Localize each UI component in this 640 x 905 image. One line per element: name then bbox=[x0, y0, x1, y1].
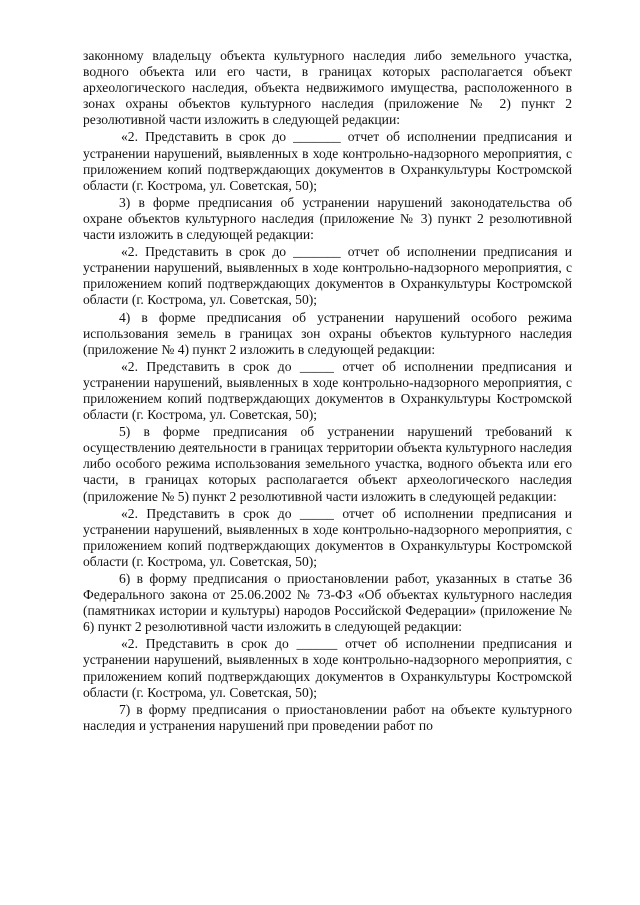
quoted-clause-appendix-5: «2. Представить в срок до _____ отчет об исполнении предписания и устранении нарушений, выявленных в ходе контрольно-надзорного мероприятия, с приложением копий подтверждающих документов в Охранкультуры Костромской области (г. Кострома, ул. Советская, 50); bbox=[83, 505, 572, 569]
item-7-paragraph: 7) в форму предписания о приостановлении работ на объекте культурного наследия и устранения нарушений при проведении работ по bbox=[83, 701, 572, 733]
quoted-clause-appendix-4: «2. Представить в срок до _____ отчет об исполнении предписания и устранении нарушений, выявленных в ходе контрольно-надзорного мероприятия, с приложением копий подтверждающих документов в Охранкультуры Костромской области (г. Кострома, ул. Советская, 50); bbox=[83, 358, 572, 423]
item-3-paragraph: 3) в форме предписания об устранении нарушений законодательства об охране объектов культурного наследия (приложение № 3) пункт 2 резолютивной части изложить в следующей редакции: bbox=[83, 194, 572, 243]
quoted-clause-appendix-6: «2. Представить в срок до ______ отчет об исполнении предписания и устранении нарушений, выявленных в ходе контрольно-надзорного мероприятия, с приложением копий подтверждающих документов в Охранкультуры Костромской области (г. Кострома, ул. Советская, 50); bbox=[83, 636, 572, 700]
paragraph-continuation: законному владельцу объекта культурного наследия либо земельного участка, водного объекта или его части, в границах которых располагается объект археологического наследия, объекта недвижимого имущества, расположенного в зонах охраны объектов культурного наследия (приложение № 2) пункт 2 резолютивной части изложить в следующей редакции: bbox=[83, 48, 572, 128]
item-4-paragraph: 4) в форме предписания об устранении нарушений особого режима использования земель в границах зон охраны объектов культурного наследия (приложение № 4) пункт 2 изложить в следующей редакции: bbox=[83, 309, 572, 357]
item-6-paragraph: 6) в форму предписания о приостановлении работ, указанных в статье 36 Федерального закона от 25.06.2002 № 73-ФЗ «Об объектах культурного наследия (памятниках истории и культуры) народов Российской Федерации» (приложение № 6) пункт 2 резолютивной части изложить в следующей редакции: bbox=[83, 571, 572, 635]
quoted-clause-appendix-3: «2. Представить в срок до _______ отчет об исполнении предписания и устранении нарушений, выявленных в ходе контрольно-надзорного мероприятия, с приложением копий подтверждающих документов в Охранкультуры Костромской области (г. Кострома, ул. Советская, 50); bbox=[83, 244, 572, 308]
quoted-clause-appendix-2: «2. Представить в срок до _______ отчет об исполнении предписания и устранении нарушений, выявленных в ходе контрольно-надзорного мероприятия, с приложением копий подтверждающих документов в Охранкультуры Костромской области (г. Кострома, ул. Советская, 50); bbox=[83, 129, 572, 193]
document-page bbox=[83, 48, 572, 734]
item-5-paragraph: 5) в форме предписания об устранении нарушений требований к осуществлению деятельности в границах территории объекта культурного наследия либо особого режима использования земельного участка, водного объекта или его части, в границах которых располагается объект археологического наследия (приложение № 5) пункт 2 резолютивной части изложить в следующей редакции: bbox=[83, 424, 572, 504]
